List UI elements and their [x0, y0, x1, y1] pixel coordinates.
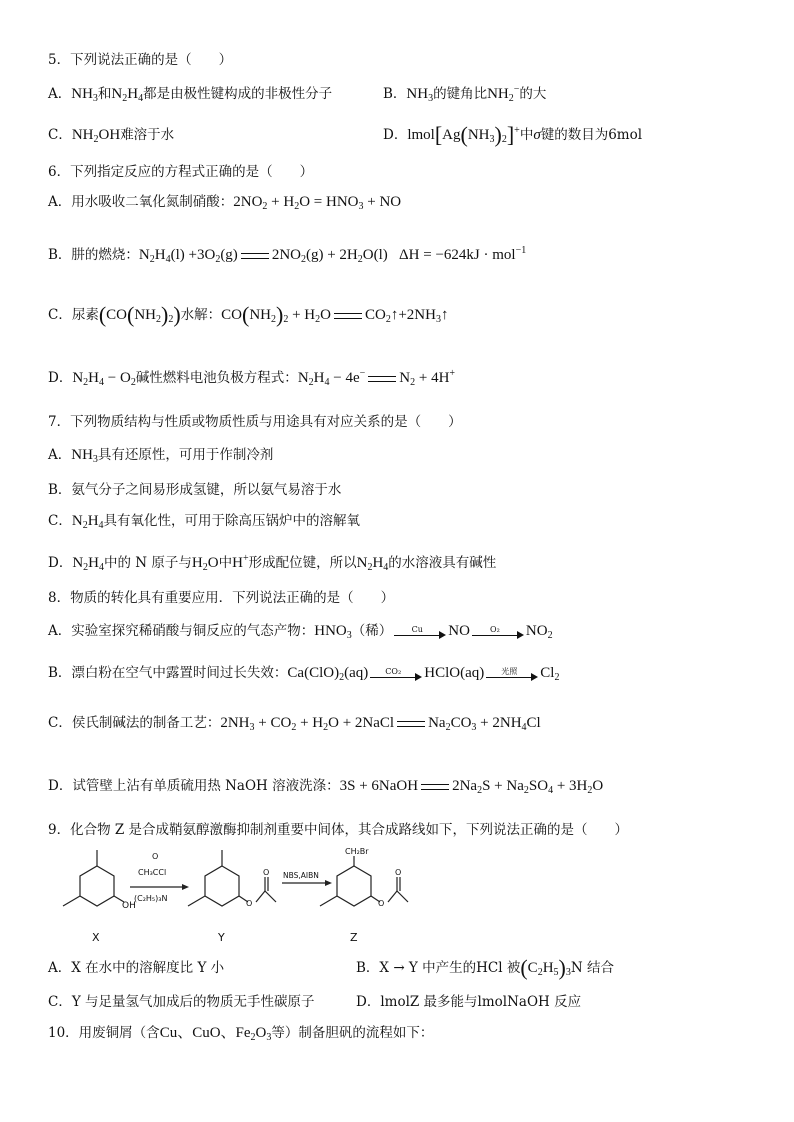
q6-b-dh: ΔH = −624kJ · mol	[399, 247, 516, 263]
arrow-label: 光照	[501, 666, 518, 676]
q5-b-mid: 的键角比	[433, 86, 488, 102]
q6-c-text: C．尿素	[48, 307, 99, 323]
q6-a-text: A．用水吸收二氧化氮制硝酸：	[48, 194, 234, 210]
q5-c-text: 难溶于水	[120, 127, 175, 143]
y-o-label: O	[246, 899, 253, 908]
q5-b-label: B．	[383, 86, 407, 102]
arrow	[394, 624, 446, 640]
reaction-scheme	[0, 845, 794, 965]
q5-option-a: A．$NH_3$和$N_2H_4$都是由极性键构成的非极性分子	[48, 86, 333, 104]
q5-stem: 5．下列说法正确的是（ ）	[48, 52, 233, 68]
q9-b-end: N 结合	[570, 960, 614, 976]
q9-b-text: X → Y 中产生的HCl 被	[379, 960, 521, 976]
q7-a-label: A．	[48, 447, 72, 463]
q8-a-dilute: （稀）	[351, 623, 393, 639]
z-carbonyl-o: O	[395, 868, 402, 877]
q5-option-b: B．$NH_3$的键角比$NH_2^-$的大	[383, 84, 547, 104]
q7-option-a: A．$NH_3$具有还原性，可用于作制冷剂	[48, 447, 274, 465]
q9-stem: 9．化合物 Z 是合成鞘氨醇激酶抑制剂重要中间体，其合成路线如下，下列说法正确的是（ ）	[48, 822, 629, 838]
q8-b-text: B．漂白粉在空气中露置时间过长失效：	[48, 665, 288, 681]
reagent-o: O	[152, 852, 159, 861]
q6-d-text: 碱性燃料电池负极方程式：	[135, 370, 298, 386]
q7-d-text: 的水溶液具有碱性	[388, 555, 497, 571]
q5-d-mid: 中	[519, 127, 534, 143]
q5-d-label: D．	[383, 127, 408, 143]
label-z: Z	[350, 931, 358, 944]
q7-a-text: 具有还原性，可用于作制冷剂	[97, 447, 274, 463]
q5-option-d: D．$lmol[Ag(NH_3)_2]^+$中σ键的数目为6mol	[383, 122, 643, 147]
q5-b-text: 的大	[519, 86, 547, 102]
q6-option-d: D．$N_2H_4 - O_2$碱性燃料电池负极方程式：$N_2H_4 - 4e^-$ $N_2 + 4H^+$	[48, 368, 456, 388]
q7-stem: 7．下列物质结构与性质或物质性质与用途具有对应关系的是（ ）	[48, 414, 462, 430]
q7-c-label: C．	[48, 513, 72, 529]
q8-c-text: C．侯氏制碱法的制备工艺：	[48, 715, 221, 731]
q10-stem-b: 等）制备胆矾的流程如下：	[271, 1025, 434, 1041]
q7-option-b: B．氨气分子之间易形成氢键，所以氨气易溶于水	[48, 482, 342, 498]
q8-option-d: D．试管壁上沾有单质硫用热 NaOH 溶液洗涤：3S + 6NaOH $2Na_2S + Na_2SO_4 + 3H_2O$	[48, 778, 604, 796]
q9-b-label: B．	[356, 960, 380, 976]
q9-option-d: D．lmolZ 最多能与lmolNaOH 反应	[356, 994, 582, 1010]
arrow	[486, 666, 538, 682]
q6-option-b: B．肼的燃烧：$N_2H_4(l) +3O_2(g) 2NO_2(g) + 2H_2O(l) \Delta H = -624kJ \cdot mol^{-1}$	[48, 245, 527, 265]
q6-d-label: D．	[48, 370, 73, 386]
q6-c-text2: 水解：	[180, 307, 222, 323]
q9-option-a: A．X 在水中的溶解度比 Y 小	[48, 960, 225, 976]
q8-a-text: A．实验室探究稀硝酸与铜反应的气态产物：	[48, 623, 315, 639]
arrow-label: O₂	[490, 624, 500, 634]
q5-d-text: 键的数目为6mol	[540, 127, 643, 143]
q7-option-c: C．$N_2H_4$具有氧化性，可用于除高压锅炉中的溶解氧	[48, 513, 361, 531]
q8-option-b: B．漂白粉在空气中露置时间过长失效：$Ca(ClO)_2(aq)$ CO₂ HClO(aq) 光照 $Cl_2$	[48, 663, 559, 683]
q6-b-text: B．肼的燃烧：	[48, 247, 139, 263]
q5-d-lmol: lmol	[407, 127, 435, 143]
q8-option-a: A．实验室探究稀硝酸与铜反应的气态产物：$HNO_3$（稀） Cu NO O₂ $NO_2$	[48, 621, 553, 641]
q6-option-a: A．用水吸收二氧化氮制硝酸：$2NO_2 + H_2O = HNO_3$ + NO	[48, 194, 402, 212]
q5-c-label: C．	[48, 127, 72, 143]
arrow	[472, 624, 524, 640]
q5-a-label: A．	[48, 86, 72, 102]
ch2br-label: CH₂Br	[345, 847, 369, 856]
q8-d-text: D．试管壁上沾有单质硫用热 NaOH 溶液洗涤：	[48, 778, 340, 794]
z-o-label: O	[378, 899, 385, 908]
q6-stem: 6．下列指定反应的方程式正确的是（ ）	[48, 164, 314, 180]
reagent-triethylamine: (C₂H₅)₃N	[134, 894, 168, 903]
label-y: Y	[218, 931, 225, 944]
arrow-label: CO₂	[385, 666, 402, 676]
q5-option-c: C．$NH_2OH$难溶于水	[48, 127, 175, 145]
q7-option-d: D．$N_2H_4$中的 N 原子与$H_2O$中H+形成配位键，所以$N_2H_4$的水溶液具有碱性	[48, 553, 497, 573]
q5-a-mid: 和	[97, 86, 112, 102]
q10-stem-a: 10．用废铜屑（含	[48, 1025, 160, 1041]
q8-option-c: C．侯氏制碱法的制备工艺：$2NH_3 + CO_2 + H_2O$ + 2NaCl $Na_2CO_3 + 2NH_4Cl$	[48, 715, 541, 733]
q7-d-mid3: 形成配位键，所以	[248, 555, 357, 571]
q6-option-c: C．尿素$(CO(NH_2)_2)$水解：$CO(NH_2)_2 + H_2O$ $CO_2↑+2NH_3↑$	[48, 302, 449, 327]
reagent-nbs: NBS,AIBN	[283, 871, 319, 880]
arrow-label: Cu	[411, 624, 423, 634]
q9-option-c: C．Y 与足量氢气加成后的物质无手性碳原子	[48, 994, 315, 1010]
reagent-acetyl-chloride: CH₃CCl	[138, 868, 167, 877]
q5-a-text: 都是由极性键构成的非极性分子	[143, 86, 333, 102]
q7-c-text: 具有氧化性，可用于除高压锅炉中的溶解氧	[103, 513, 361, 529]
q7-d-mid2: 中	[218, 555, 233, 571]
arrow	[370, 666, 422, 682]
q7-d-mid1: 中的 N 原子与	[104, 555, 192, 571]
q7-d-label: D．	[48, 555, 73, 571]
oh-label: OH	[122, 901, 136, 911]
y-carbonyl-o: O	[263, 868, 270, 877]
q10-stem: 10．用废铜屑（含Cu、CuO、$Fe_2O_3$等）制备胆矾的流程如下：	[48, 1025, 434, 1043]
q8-stem: 8．物质的转化具有重要应用．下列说法正确的是（ ）	[48, 590, 395, 606]
label-x: X	[92, 931, 100, 944]
q9-option-b: B．X → Y 中产生的HCl 被$(C_2H_5)_3N$ 结合	[356, 955, 614, 980]
